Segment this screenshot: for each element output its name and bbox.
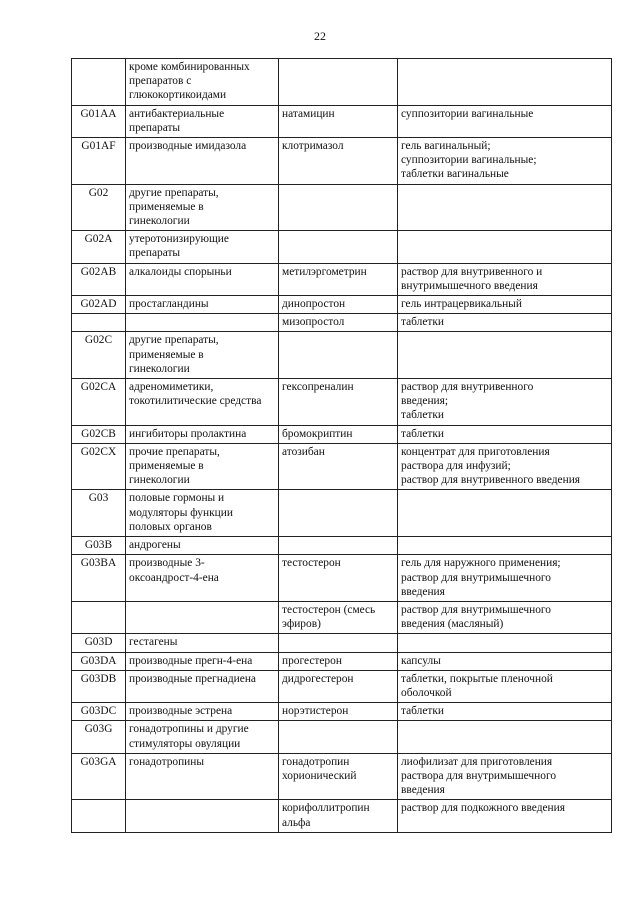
- group-cell: гонадотропины: [126, 753, 279, 800]
- form-cell: таблетки: [398, 314, 612, 332]
- drug-cell: тестостерон (смесь эфиров): [279, 601, 398, 633]
- drug-cell: прогестерон: [279, 652, 398, 670]
- form-cell: таблетки: [398, 703, 612, 721]
- group-cell: алкалоиды спорыньи: [126, 263, 279, 295]
- atc-code-cell: G03B: [72, 537, 126, 555]
- form-cell: таблетки, покрытые пленочной оболочкой: [398, 670, 612, 702]
- group-cell: производные прегн-4-ена: [126, 652, 279, 670]
- atc-code-cell: G01AA: [72, 105, 126, 137]
- atc-code-cell: G03DA: [72, 652, 126, 670]
- drug-cell: [279, 332, 398, 379]
- table-row: [72, 184, 612, 231]
- atc-code-cell: [72, 314, 126, 332]
- group-cell: андрогены: [126, 537, 279, 555]
- form-cell: [398, 490, 612, 537]
- drug-cell: корифоллитропин альфа: [279, 800, 398, 832]
- group-cell: [126, 601, 279, 633]
- group-cell: [126, 314, 279, 332]
- table-row: [72, 59, 612, 106]
- drug-cell: мизопростол: [279, 314, 398, 332]
- drug-classification-table: [71, 58, 612, 833]
- drug-cell: [279, 490, 398, 537]
- group-cell: кроме комбинированных препаратов с глюкокортикоидами: [126, 59, 279, 106]
- form-cell: лиофилизат для приготовления раствора для внутримышечного введения: [398, 753, 612, 800]
- table-row: [72, 721, 612, 753]
- drug-cell: [279, 721, 398, 753]
- atc-code-cell: [72, 59, 126, 106]
- table-row: [72, 138, 612, 185]
- table-row: [72, 670, 612, 702]
- table-row: [72, 800, 612, 832]
- drug-cell: атозибан: [279, 443, 398, 490]
- group-cell: утеротонизирующие препараты: [126, 231, 279, 263]
- atc-code-cell: [72, 800, 126, 832]
- group-cell: производные имидазола: [126, 138, 279, 185]
- table-row: [72, 296, 612, 314]
- atc-code-cell: G02CX: [72, 443, 126, 490]
- group-cell: производные эстрена: [126, 703, 279, 721]
- table-row: [72, 314, 612, 332]
- form-cell: [398, 231, 612, 263]
- form-cell: капсулы: [398, 652, 612, 670]
- table-row: [72, 652, 612, 670]
- drug-cell: гексопреналин: [279, 379, 398, 426]
- atc-code-cell: G03GA: [72, 753, 126, 800]
- table-row: [72, 105, 612, 137]
- drug-cell: [279, 184, 398, 231]
- page-number: 22: [314, 29, 326, 43]
- table-row: [72, 490, 612, 537]
- group-cell: половые гормоны и модуляторы функции половых органов: [126, 490, 279, 537]
- form-cell: [398, 184, 612, 231]
- form-cell: [398, 634, 612, 652]
- atc-code-cell: G02AB: [72, 263, 126, 295]
- form-cell: гель для наружного применения; раствор для внутримышечного введения: [398, 555, 612, 602]
- group-cell: антибактериальные препараты: [126, 105, 279, 137]
- form-cell: гель интрацервикальный: [398, 296, 612, 314]
- table-row: [72, 703, 612, 721]
- drug-cell: [279, 537, 398, 555]
- group-cell: производные прегнадиена: [126, 670, 279, 702]
- table-row: [72, 231, 612, 263]
- group-cell: другие препараты, применяемые в гинекологии: [126, 332, 279, 379]
- drug-cell: тестостерон: [279, 555, 398, 602]
- form-cell: [398, 537, 612, 555]
- drug-cell: гонадотропин хорионический: [279, 753, 398, 800]
- drug-cell: метилэргометрин: [279, 263, 398, 295]
- form-cell: концентрат для приготовления раствора для инфузий; раствор для внутривенного введения: [398, 443, 612, 490]
- group-cell: производные 3- оксоандрост-4-ена: [126, 555, 279, 602]
- drug-cell: [279, 59, 398, 106]
- drug-cell: дидрогестерон: [279, 670, 398, 702]
- group-cell: другие препараты, применяемые в гинекологии: [126, 184, 279, 231]
- drug-cell: натамицин: [279, 105, 398, 137]
- atc-code-cell: [72, 601, 126, 633]
- table-row: [72, 443, 612, 490]
- atc-code-cell: G03D: [72, 634, 126, 652]
- table-row: [72, 263, 612, 295]
- table-row: [72, 537, 612, 555]
- drug-cell: клотримазол: [279, 138, 398, 185]
- table-row: [72, 601, 612, 633]
- table-row: [72, 332, 612, 379]
- form-cell: раствор для подкожного введения: [398, 800, 612, 832]
- atc-code-cell: G03BA: [72, 555, 126, 602]
- atc-code-cell: G02CB: [72, 425, 126, 443]
- drug-cell: бромокриптин: [279, 425, 398, 443]
- atc-code-cell: G02CA: [72, 379, 126, 426]
- form-cell: раствор для внутривенного и внутримышечного введения: [398, 263, 612, 295]
- atc-code-cell: G03DC: [72, 703, 126, 721]
- form-cell: [398, 721, 612, 753]
- atc-code-cell: G03G: [72, 721, 126, 753]
- atc-code-cell: G03DB: [72, 670, 126, 702]
- form-cell: таблетки: [398, 425, 612, 443]
- drug-cell: [279, 231, 398, 263]
- group-cell: простагландины: [126, 296, 279, 314]
- group-cell: ингибиторы пролактина: [126, 425, 279, 443]
- form-cell: гель вагинальный; суппозитории вагинальные; таблетки вагинальные: [398, 138, 612, 185]
- form-cell: суппозитории вагинальные: [398, 105, 612, 137]
- form-cell: раствор для внутримышечного введения (масляный): [398, 601, 612, 633]
- atc-code-cell: G02AD: [72, 296, 126, 314]
- table-row: [72, 753, 612, 800]
- drug-cell: динопростон: [279, 296, 398, 314]
- group-cell: прочие препараты, применяемые в гинекологии: [126, 443, 279, 490]
- atc-code-cell: G01AF: [72, 138, 126, 185]
- drug-cell: норэтистерон: [279, 703, 398, 721]
- form-cell: [398, 59, 612, 106]
- table-row: [72, 555, 612, 602]
- form-cell: раствор для внутривенного введения; таблетки: [398, 379, 612, 426]
- table-row: [72, 379, 612, 426]
- table-row: [72, 634, 612, 652]
- drug-cell: [279, 634, 398, 652]
- atc-code-cell: G02C: [72, 332, 126, 379]
- form-cell: [398, 332, 612, 379]
- atc-code-cell: G02A: [72, 231, 126, 263]
- atc-code-cell: G03: [72, 490, 126, 537]
- group-cell: гестагены: [126, 634, 279, 652]
- group-cell: гонадотропины и другие стимуляторы овуляции: [126, 721, 279, 753]
- atc-code-cell: G02: [72, 184, 126, 231]
- table-row: [72, 425, 612, 443]
- group-cell: адреномиметики, токотилитические средства: [126, 379, 279, 426]
- group-cell: [126, 800, 279, 832]
